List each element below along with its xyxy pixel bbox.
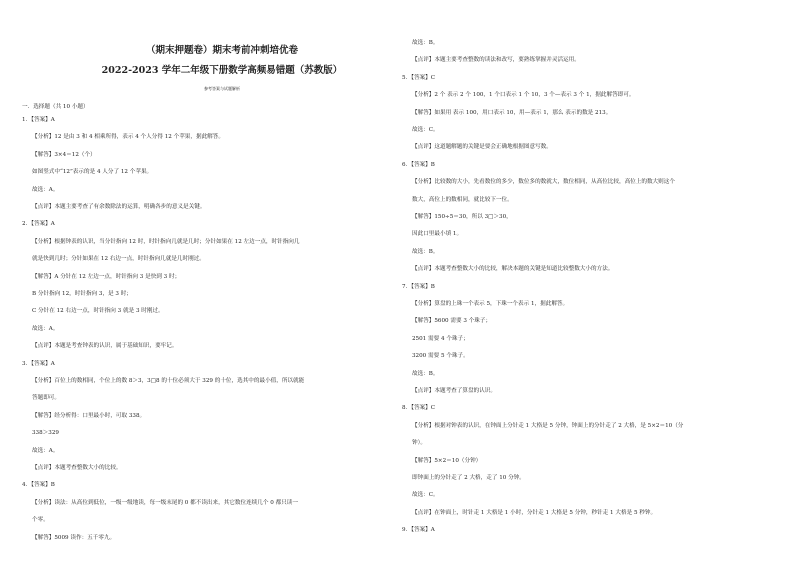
left-line: 【解答】经分析得：口里最小时，可取 338。 xyxy=(32,412,146,419)
left-line: 2．【答案】A xyxy=(22,221,55,228)
left-line: 如图竖式中“12”表示的是 4 人分了 12 个苹果。 xyxy=(32,169,153,176)
left-line: 1．【答案】A xyxy=(22,117,55,123)
right-line: 【解答】如果用 表示 100，用口表示 10，用—表示 1，那么 表示的数是 213。 xyxy=(412,109,612,116)
right-line: 故选：B。 xyxy=(412,248,439,255)
left-line: B 分针指向 12，时针指向 3，是 3 时； xyxy=(32,291,132,297)
right-line: 【分析】比较数的大小，先看数位的多少，数位多的数就大，数位相同，从高位比较，高位上的数大则这个 xyxy=(412,179,675,186)
left-line: 【点评】本题考查整数大小的比较。 xyxy=(32,465,122,471)
right-line: 【分析】根据对钟表的认识，在钟面上分针走 1 大格是 5 分钟，钟面上的分针走了 2 大格，是 5×2＝10（分 xyxy=(412,422,684,429)
left-line: 【解答】5009 读作：五千零九。 xyxy=(32,534,116,541)
right-line: 【点评】本题主要考查整数的读法和改写，要熟练掌握并灵活运用。 xyxy=(412,57,580,64)
right-line: 故选：C。 xyxy=(412,127,439,133)
right-line: 即钟面上的分针走了 2 大格，走了 10 分钟。 xyxy=(412,475,525,481)
left-line: 答题即可。 xyxy=(32,395,60,402)
right-line: 【解答】5×2＝10（分钟） xyxy=(412,457,482,464)
right-line: 【分析】2 个 表示 2 个 100，1 个口表示 1 个 10，3 个—表示 3 个 1，据此解答即可。 xyxy=(412,92,635,99)
left-line: 【分析】读法：从高位到低位，一级一级地读，每一级末尾的 0 都不读出来，其它数位连续几个 0 都只读一 xyxy=(32,499,298,506)
left-line: 4．【答案】B xyxy=(22,482,55,489)
left-line: 【点评】本题是考查钟表的认识，属于基础知识，要牢记。 xyxy=(32,343,178,350)
left-line: 故选：A。 xyxy=(32,447,59,454)
right-line: 2501 需要 4 个珠子； xyxy=(412,335,469,342)
left-line: 故选：A。 xyxy=(32,186,59,193)
right-line: 【解答】150÷5＝30，所以 3□＞30， xyxy=(412,214,512,220)
right-line: 7．【答案】B xyxy=(402,283,435,290)
right-line: 【分析】算盘的上珠一个表示 5，下珠一个表示 1，据此解答。 xyxy=(412,301,569,307)
left-line: 个零。 xyxy=(32,517,49,524)
right-line: 【解答】5600 需要 3 个珠子； xyxy=(412,318,492,325)
right-line: 【点评】这道题解题的关键是要会正确地根据图意写数。 xyxy=(412,144,552,151)
right-line: 故选：B。 xyxy=(412,370,439,377)
left-line: 故选：A。 xyxy=(32,325,59,332)
right-line: 8．【答案】C xyxy=(402,405,436,412)
left-line: 【分析】12 是由 3 和 4 相乘所得，表示 4 个人分得 12 个苹果，据此解答。 xyxy=(32,134,224,141)
right-line: 5．【答案】C xyxy=(402,74,436,81)
right-line: 故选：B。 xyxy=(412,40,439,46)
right-line: 因此口里最小填 1。 xyxy=(412,231,463,238)
right-line: 数大，高位上的数相同，就比较下一位。 xyxy=(412,196,513,203)
left-line: C 分针在 12 右边一点，时针指向 3 就是 3 时刚过。 xyxy=(32,308,164,315)
left-line: 338＞329 xyxy=(32,430,59,437)
right-line: 【点评】本题考查了算盘的认识。 xyxy=(412,388,496,394)
left-line: 【解答】A 分针在 12 左边一点，时针指向 3 是快到 3 时； xyxy=(32,273,181,280)
right-line: 【点评】在钟面上，时针走 1 大格是 1 小时，分针走 1 大格是 5 分钟，秒针走 1 大格是 5 秒钟。 xyxy=(412,509,657,516)
right-line: 6．【答案】B xyxy=(402,161,435,168)
right-line: 3200 需要 5 个珠子。 xyxy=(412,353,469,360)
section-heading: 一．选择题（共 10 小题） xyxy=(22,104,89,110)
right-line: 故选：C。 xyxy=(412,492,439,499)
right-line: 钟）。 xyxy=(412,440,426,447)
right-line: 9．【答案】A xyxy=(402,527,435,534)
left-line: 【分析】根据钟表的认识，当分针指向 12 时，时针指向几就是几时；分针如果在 12 左边一点，时针指向几 xyxy=(32,238,300,245)
doc-subtitle: 参考答案与试题解析 xyxy=(204,86,240,91)
doc-title-line1: （期末押题卷）期末考前冲刺培优卷 xyxy=(145,45,298,56)
left-line: 3．【答案】A xyxy=(22,360,55,367)
left-line: 【点评】本题主要考查了有余数除法的运算，明确各步的意义是关键。 xyxy=(32,204,206,210)
left-line: 就是快到几时；分针如果在 12 右边一点，时针指向几就是几时刚过。 xyxy=(32,256,205,263)
left-line: 【分析】百位上的数相同，个位上的数 8＞3，3□8 的十位必须大于 329 的十位，选其中的最小值，所以就能 xyxy=(32,378,305,384)
left-line: 【解答】3×4＝12（个） xyxy=(32,151,96,158)
right-line: 【点评】本题考查整数大小的比较，解决本题的关键是知道比较整数大小的方法。 xyxy=(412,266,614,273)
doc-title-line2: 2022-2023 学年二年级下册数学高频易错题（苏教版） xyxy=(101,65,343,76)
